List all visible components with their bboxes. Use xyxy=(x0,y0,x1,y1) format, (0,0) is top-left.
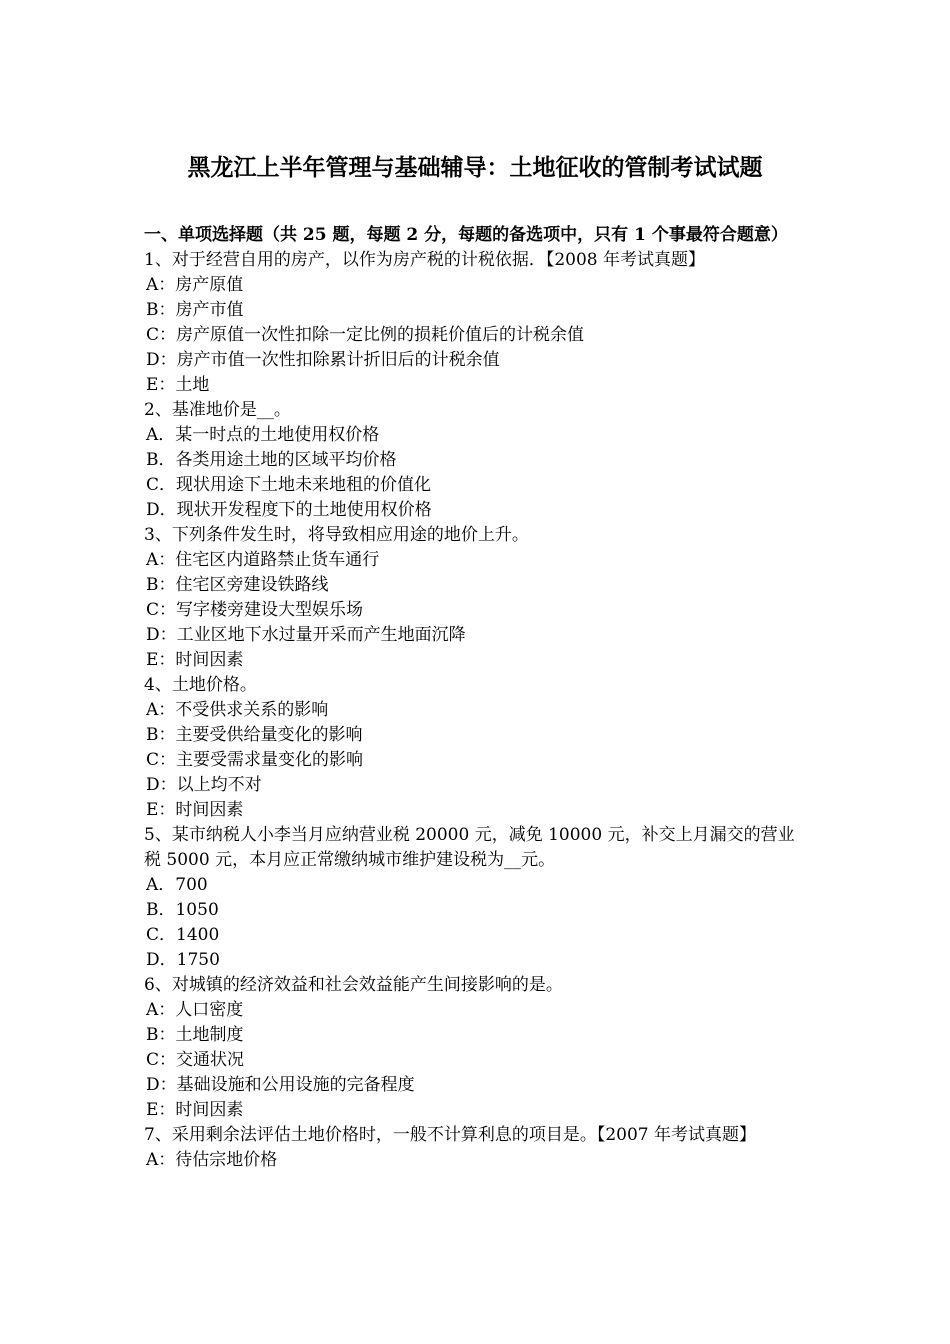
answer-option: A：不受供求关系的影响 xyxy=(146,700,329,720)
question-list xyxy=(144,248,809,1173)
answer-option: B．各类用途土地的区域平均价格 xyxy=(146,450,397,470)
answer-option: A．某一时点的土地使用权价格 xyxy=(146,425,380,445)
answer-option: D：基础设施和公用设施的完备程度 xyxy=(146,1075,415,1095)
answer-option: E：土地 xyxy=(146,375,210,395)
question-block xyxy=(144,823,809,973)
document-body xyxy=(144,223,809,1173)
question-stem: 3、下列条件发生时，将导致相应用途的地价上升。 xyxy=(144,525,529,545)
answer-option: C：写字楼旁建设大型娱乐场 xyxy=(146,600,364,620)
answer-option: C：主要受需求量变化的影响 xyxy=(146,750,364,770)
question-stem: 7、采用剩余法评估土地价格时，一般不计算利息的项目是。【2007 年考试真题】 xyxy=(144,1125,756,1145)
question-stem: 4、土地价格。 xyxy=(144,675,257,695)
answer-option: E：时间因素 xyxy=(146,800,244,820)
question-block xyxy=(144,248,809,398)
answer-option: A：住宅区内道路禁止货车通行 xyxy=(146,550,380,570)
answer-option: A．700 xyxy=(146,875,208,895)
question-block xyxy=(144,398,809,523)
answer-option: D．1750 xyxy=(146,950,220,970)
section-heading: 一、单项选择题（共 25 题，每题 2 分，每题的备选项中，只有 1 个事最符合题意） xyxy=(144,225,788,245)
answer-option: E：时间因素 xyxy=(146,1100,244,1120)
answer-option: B：房产市值 xyxy=(146,300,244,320)
answer-option: C．现状用途下土地未来地租的价值化 xyxy=(146,475,432,495)
question-block xyxy=(144,523,809,673)
answer-option: D．现状开发程度下的土地使用权价格 xyxy=(146,500,432,520)
answer-option: B：土地制度 xyxy=(146,1025,244,1045)
document-title: 黑龙江上半年管理与基础辅导：土地征收的管制考试试题 xyxy=(187,154,763,181)
answer-option: B：住宅区旁建设铁路线 xyxy=(146,575,329,595)
question-block xyxy=(144,973,809,1123)
answer-option: E：时间因素 xyxy=(146,650,244,670)
answer-option: D：工业区地下水过量开采而产生地面沉降 xyxy=(146,625,466,645)
answer-option: A：房产原值 xyxy=(146,275,244,295)
question-stem: 1、对于经营自用的房产，以作为房产税的计税依据．【2008 年考试真题】 xyxy=(144,250,705,270)
question-stem: 6、对城镇的经济效益和社会效益能产生间接影响的是。 xyxy=(144,975,563,995)
answer-option: C．1400 xyxy=(146,925,220,945)
question-stem: 2、基准地价是__。 xyxy=(144,400,291,420)
question-block xyxy=(144,1123,809,1173)
answer-option: B．1050 xyxy=(146,900,219,920)
answer-option: D：房产市值一次性扣除累计折旧后的计税余值 xyxy=(146,350,500,370)
question-stem: 5、某市纳税人小李当月应纳营业税 20000 元，减免 10000 元，补交上月漏交的营业税 5000 元，本月应正常缴纳城市维护建设税为__元。 xyxy=(144,825,795,870)
question-block xyxy=(144,673,809,823)
answer-option: A：人口密度 xyxy=(146,1000,244,1020)
answer-option: C：交通状况 xyxy=(146,1050,245,1070)
answer-option: B：主要受供给量变化的影响 xyxy=(146,725,363,745)
answer-option: C：房产原值一次性扣除一定比例的损耗价值后的计税余值 xyxy=(146,325,585,345)
answer-option: A：待估宗地价格 xyxy=(146,1150,278,1170)
answer-option: D：以上均不对 xyxy=(146,775,262,795)
